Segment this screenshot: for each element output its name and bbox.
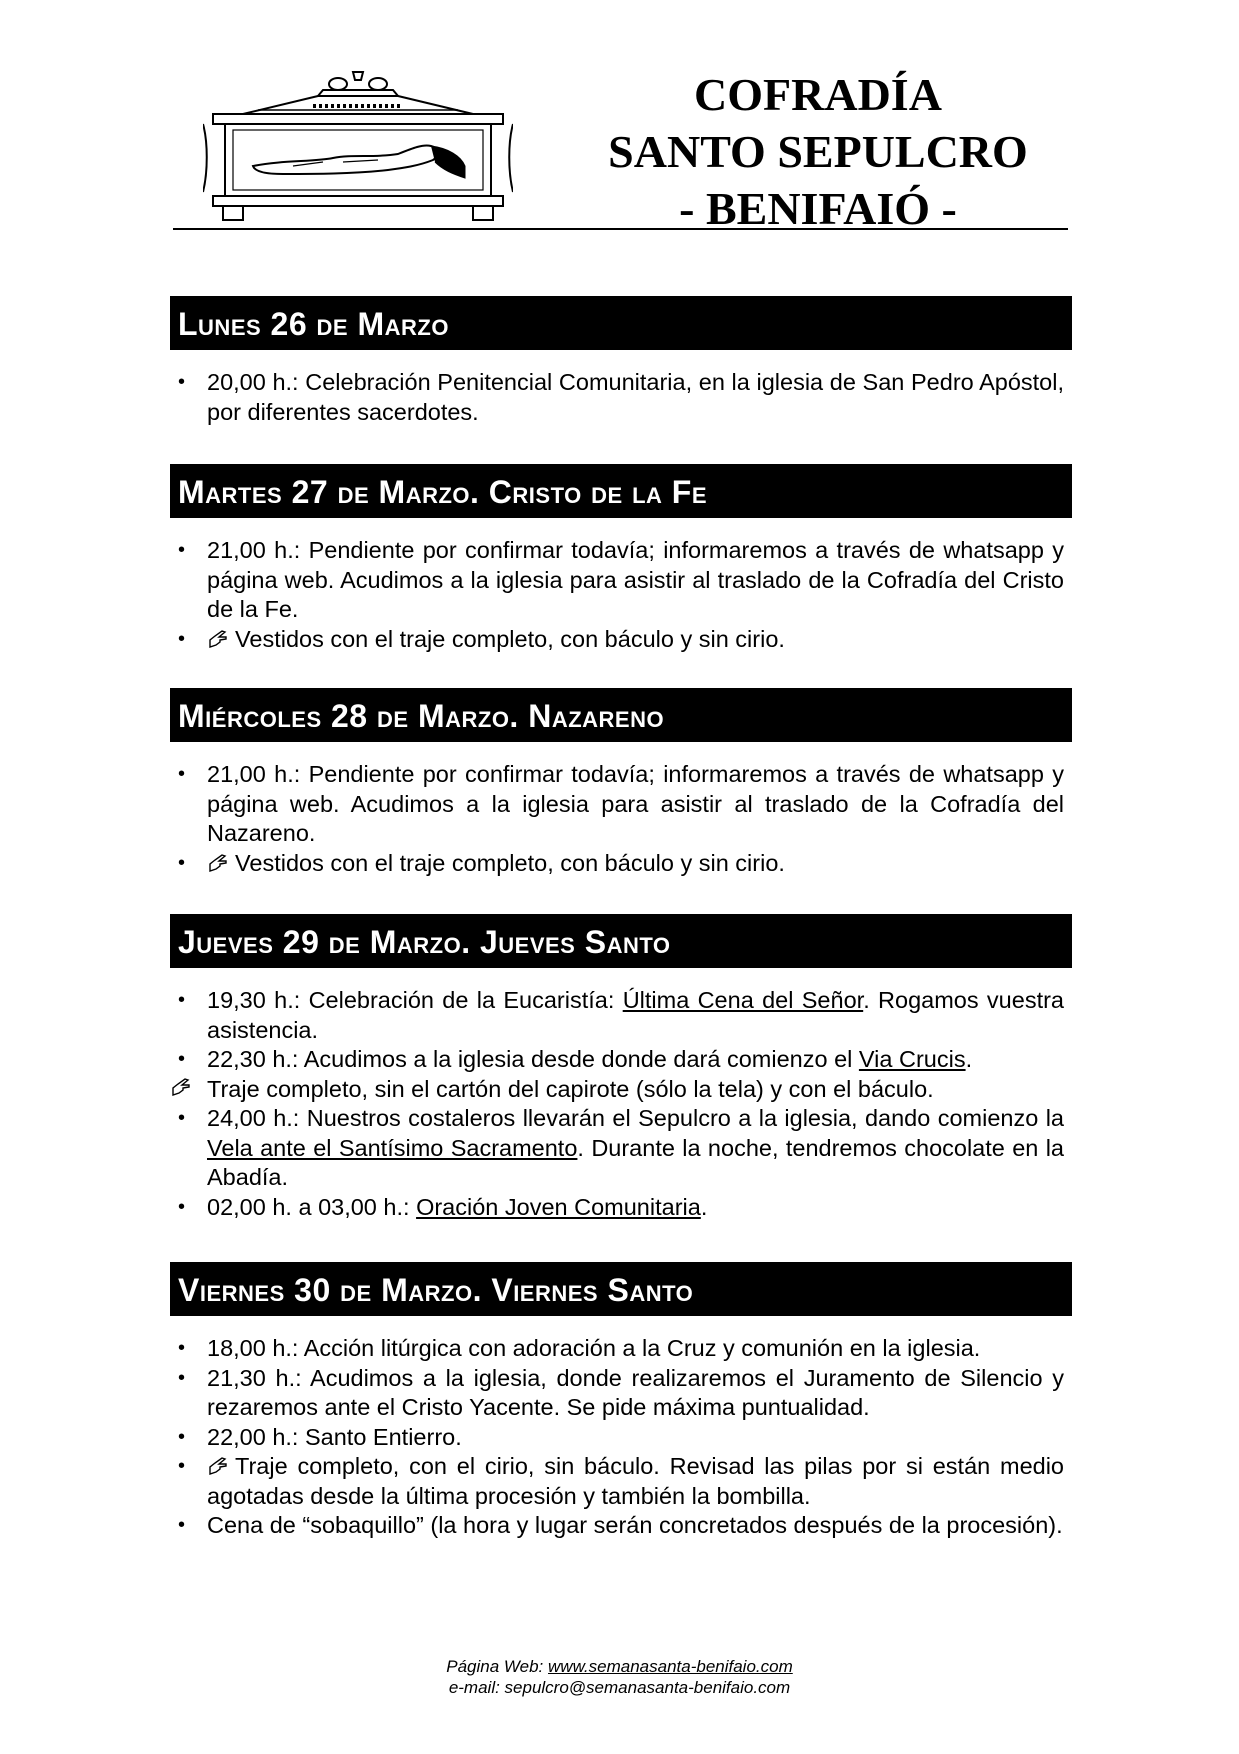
footer-web-label: Página Web: <box>446 1657 549 1676</box>
item-text: . <box>965 1046 973 1072</box>
bullet-icon: • <box>178 1048 186 1070</box>
title-line-3: - BENIFAIÓ - <box>679 183 957 234</box>
page-header <box>173 56 1068 232</box>
bullet-icon: • <box>178 1195 186 1218</box>
event-list <box>170 760 1072 878</box>
event-list <box>170 1334 1072 1541</box>
bullet-icon: • <box>178 851 186 874</box>
item-text: 18,00 h.: Acción litúrgica con adoración a la Cruz y comunión en la iglesia. <box>207 1335 981 1361</box>
footer-email[interactable]: e-mail: sepulcro@semanasanta-benifaio.com <box>448 1678 791 1697</box>
list-item <box>170 1075 1064 1105</box>
list-item <box>170 1423 1064 1453</box>
list-item <box>170 536 1064 625</box>
list-item <box>170 1104 1064 1193</box>
item-text: 21,00 h.: Pendiente por confirmar todavía; informaremos a través de whatsapp y página web. Acudimos a la iglesia para asistir al traslado de la Cofradía del Cristo de la Fe. <box>207 537 1064 622</box>
list-item <box>170 849 1064 879</box>
item-text: Cena de “sobaquillo” (la hora y lugar serán concretados después de la procesión). <box>207 1512 1063 1538</box>
bullet-icon: • <box>178 989 186 1011</box>
footer-web-link[interactable]: www.semanasanta-benifaio.com <box>548 1657 793 1676</box>
page-title <box>573 66 1063 237</box>
bullet-icon: • <box>178 371 186 393</box>
list-item <box>170 1193 1064 1223</box>
section-title: Jueves 29 de Marzo. Jueves Santo <box>170 914 1072 968</box>
bullet-icon: • <box>178 1455 186 1477</box>
section-lunes <box>170 296 1072 427</box>
event-list <box>170 368 1072 427</box>
section-miercoles <box>170 688 1072 878</box>
header-divider <box>173 228 1068 230</box>
footer-web-line <box>0 1656 1239 1677</box>
list-item <box>170 1452 1064 1511</box>
list-item <box>170 1511 1064 1541</box>
list-item <box>170 986 1064 1045</box>
title-line-1: COFRADÍA <box>694 69 942 120</box>
item-text: 20,00 h.: Celebración Penitencial Comunitaria, en la iglesia de San Pedro Apóstol, por diferentes sacerdotes. <box>207 369 1064 425</box>
list-item <box>170 1334 1064 1364</box>
bullet-icon: • <box>178 1366 186 1389</box>
item-text: 21,00 h.: Pendiente por confirmar todavía; informaremos a través de whatsapp y página web. Acudimos a la iglesia para asistir al traslado de la Cofradía del Nazareno. <box>207 761 1064 846</box>
section-martes <box>170 464 1072 654</box>
item-text: 22,30 h.: Acudimos a la iglesia desde donde dará comienzo el <box>207 1046 859 1072</box>
event-link: Oración Joven Comunitaria <box>416 1193 701 1220</box>
section-title: Martes 27 de Marzo. Cristo de la Fe <box>170 464 1072 518</box>
event-list <box>170 536 1072 654</box>
list-item <box>170 1364 1064 1423</box>
pointing-hand-icon <box>207 1455 229 1477</box>
item-text: . <box>700 1193 708 1220</box>
bullet-icon: • <box>178 1514 186 1536</box>
section-jueves <box>170 914 1072 1222</box>
page-footer <box>0 1656 1239 1698</box>
bullet-icon: • <box>178 763 186 785</box>
item-text: 24,00 h.: Nuestros costaleros llevarán el Sepulcro a la iglesia, dando comienzo la <box>207 1105 1064 1131</box>
item-text: 02,00 h. a 03,00 h.: <box>207 1193 417 1220</box>
event-list <box>170 986 1072 1222</box>
pointing-hand-icon <box>207 852 229 874</box>
section-title: Lunes 26 de Marzo <box>170 296 1072 350</box>
item-text: 22,00 h.: Santo Entierro. <box>207 1423 462 1450</box>
item-text: . Rogamos vuestra asistencia. <box>207 987 1064 1043</box>
pointing-hand-icon <box>207 628 229 650</box>
bullet-icon: • <box>178 1337 186 1359</box>
item-text: Vestidos con el traje completo, con báculo y sin cirio. <box>235 625 785 652</box>
section-title: Miércoles 28 de Marzo. Nazareno <box>170 688 1072 742</box>
list-item <box>170 760 1064 849</box>
item-text: Vestidos con el traje completo, con báculo y sin cirio. <box>235 849 785 876</box>
list-item <box>170 368 1064 427</box>
item-text: 21,30 h.: Acudimos a la iglesia, donde realizaremos el Juramento de Silencio y rezaremos ante el Cristo Yacente. Se pide máxima puntualidad. <box>207 1364 1064 1420</box>
item-text: Traje completo, sin el cartón del capirote (sólo la tela) y con el báculo. <box>207 1075 934 1102</box>
bullet-icon: • <box>178 1425 186 1448</box>
sepulcro-logo-icon <box>203 62 513 226</box>
bullet-icon: • <box>178 1107 186 1129</box>
bullet-icon: • <box>178 539 186 561</box>
bullet-icon: • <box>178 627 186 650</box>
item-text: . Durante la noche, tendremos chocolate en la Abadía. <box>207 1134 1064 1190</box>
list-item <box>170 625 1064 655</box>
section-title: Viernes 30 de Marzo. Viernes Santo <box>170 1262 1072 1316</box>
list-item <box>170 1045 1064 1075</box>
item-text: Traje completo, con el cirio, sin báculo. Revisad las pilas por si están medio agotadas desde la última procesión y también la bombilla. <box>207 1453 1064 1509</box>
section-viernes <box>170 1262 1072 1541</box>
title-line-2: SANTO SEPULCRO <box>608 126 1028 177</box>
event-link: Vela ante el Santísimo Sacramento <box>207 1134 578 1161</box>
item-text: 19,30 h.: Celebración de la Eucaristía: <box>207 987 623 1013</box>
event-link: Via Crucis <box>858 1046 966 1072</box>
pointing-hand-icon <box>170 1075 192 1105</box>
event-link: Última Cena del Señor <box>622 987 864 1013</box>
